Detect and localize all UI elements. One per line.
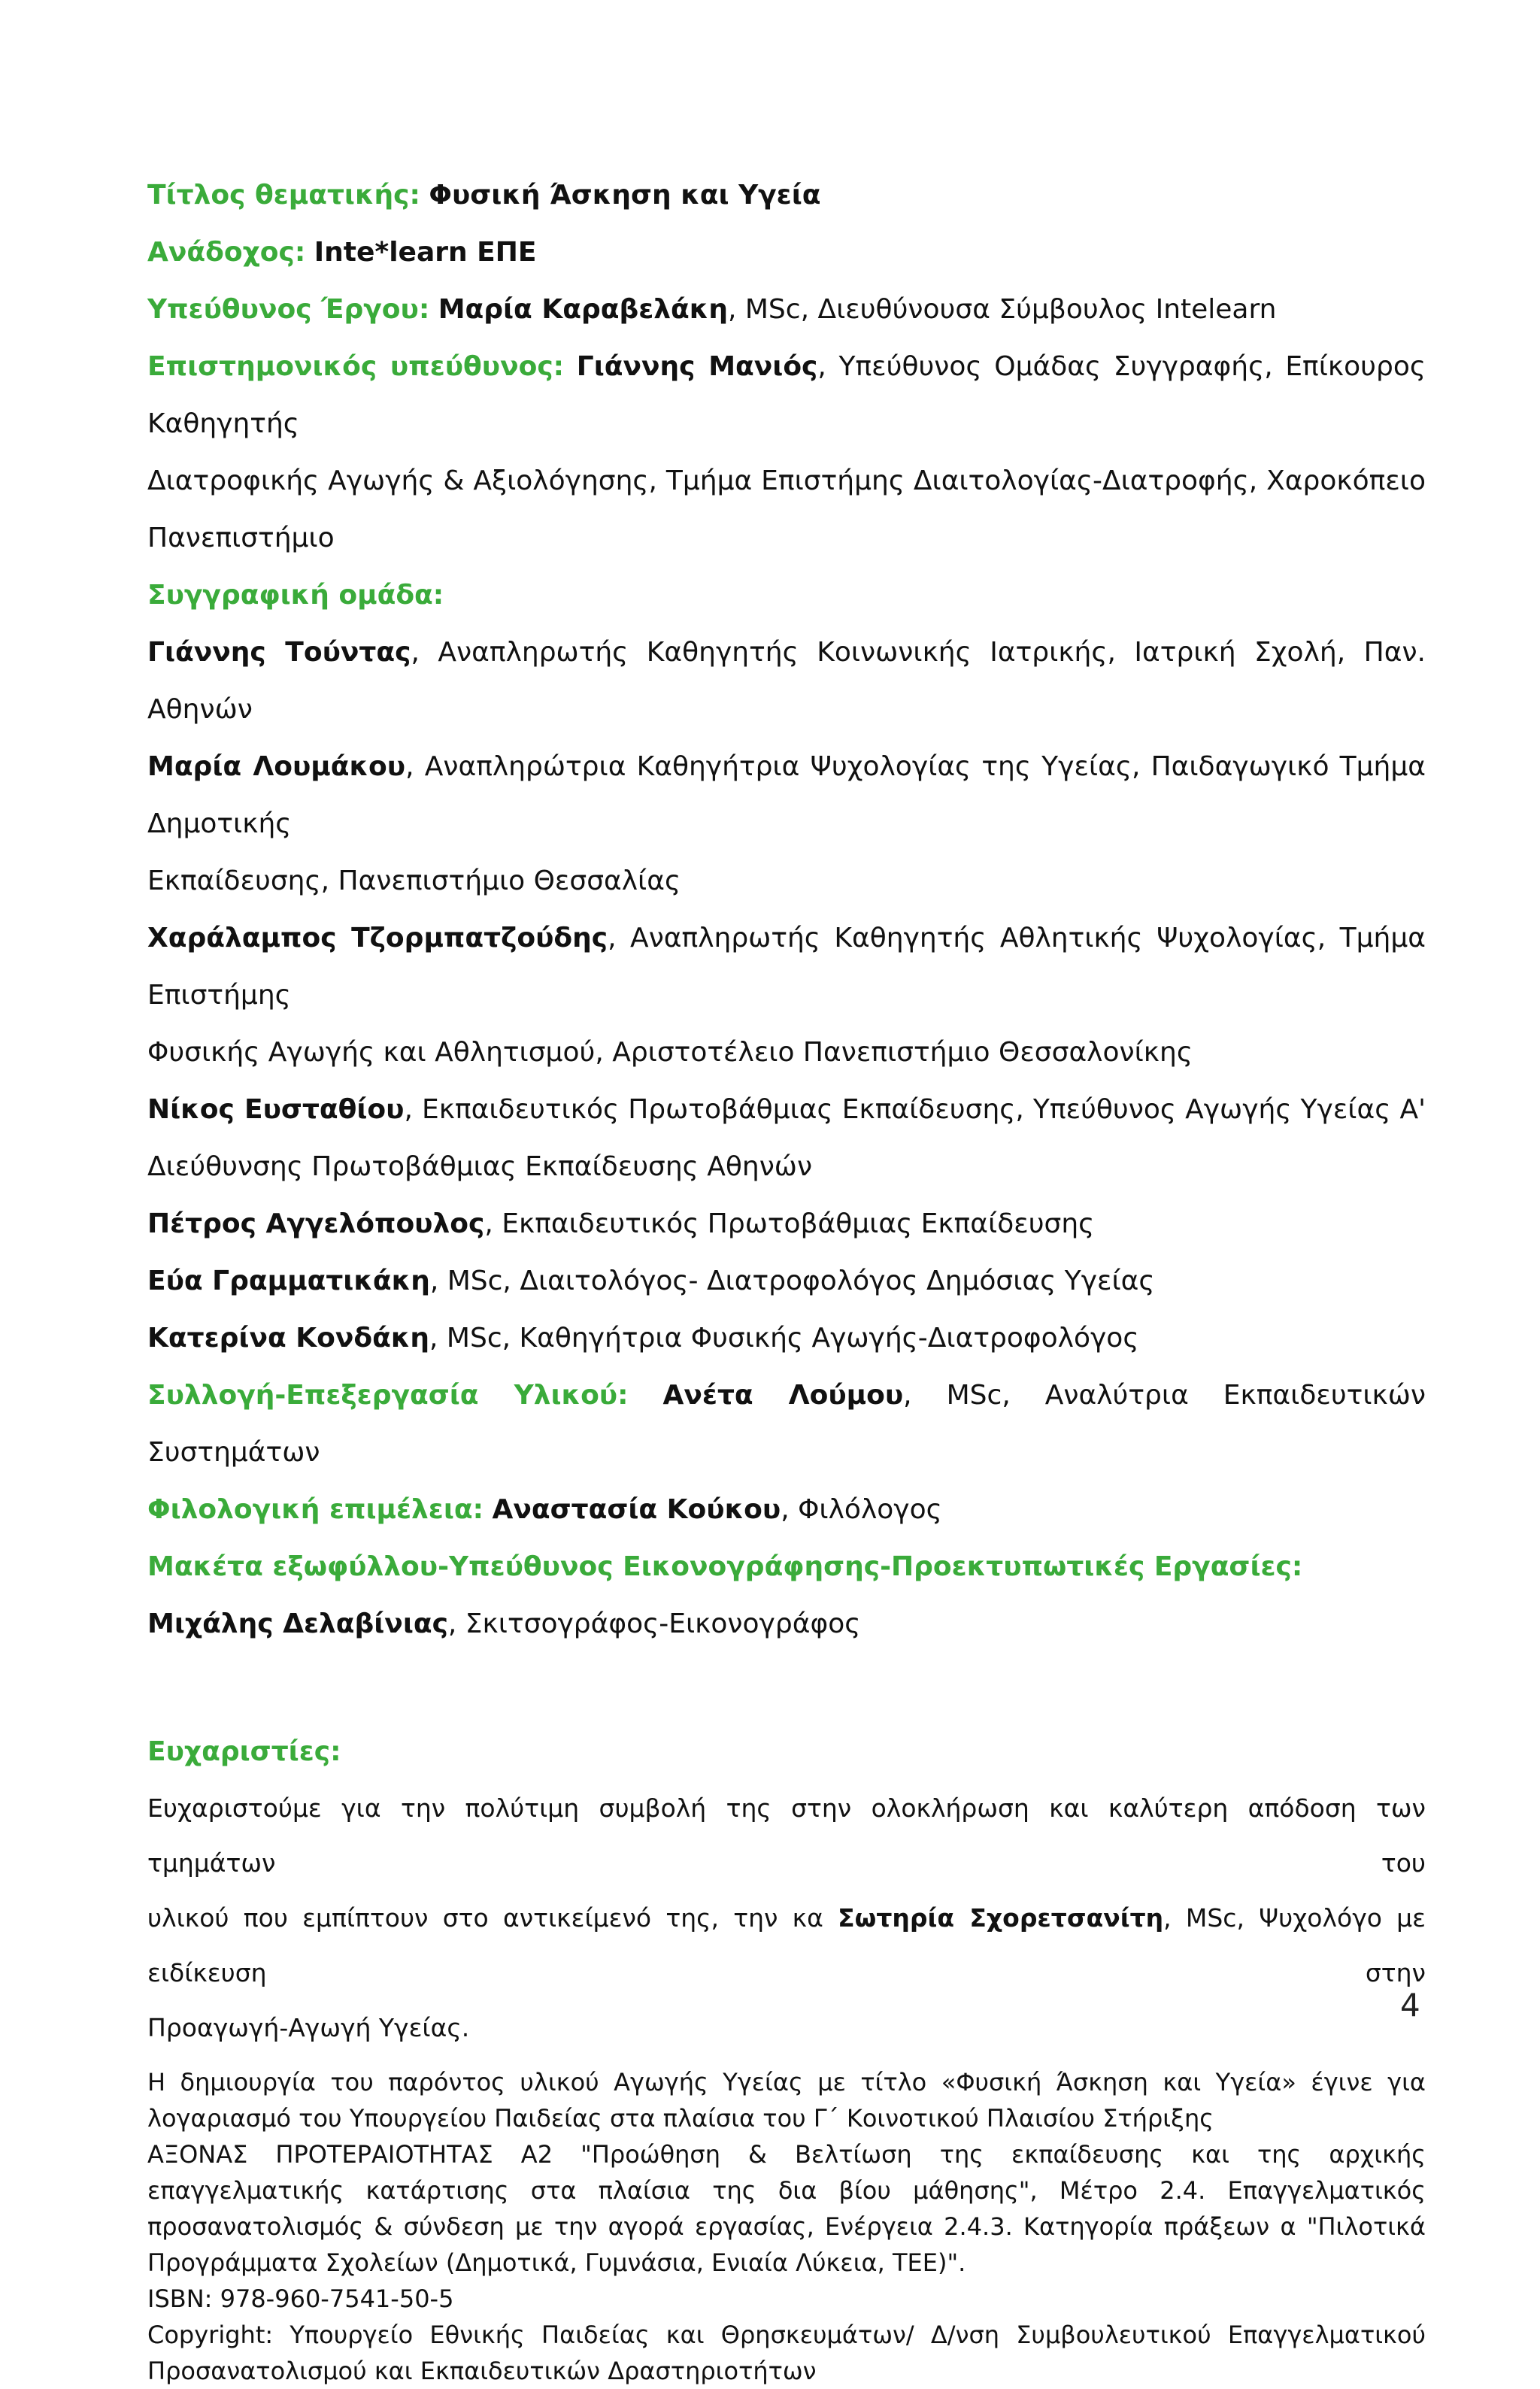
author-line [147, 738, 1426, 853]
thanks-line-1: Ευχαριστούμε για την πολύτιμη συμβολή της στην ολοκλήρωση και καλύτερη απόδοση των τμημάτων του [147, 1793, 1426, 1878]
proofreading-name: Αναστασία Κούκου [492, 1494, 781, 1525]
thanks-label: Ευχαριστίες: [147, 1736, 341, 1767]
proofreading-line [147, 1481, 1426, 1539]
thanks-text-cont: , MSc, Ψυχολόγο με ειδίκευση στην [147, 1903, 1426, 1987]
author-name: Κατερίνα Κονδάκη [147, 1323, 430, 1354]
thanks-line-3: Προαγωγή-Αγωγή Υγείας. [147, 2013, 470, 2042]
contractor-label: Ανάδοχος: [147, 237, 306, 268]
illustration-label: Μακέτα εξωφύλλου-Υπεύθυνος Εικονογράφησης-Προεκτυπωτικές Εργασίες: [147, 1551, 1303, 1582]
author-line [147, 1081, 1426, 1138]
author-name: Νίκος Ευσταθίου [147, 1094, 405, 1125]
writing-team-label: Συγγραφική ομάδα: [147, 580, 444, 611]
isbn: ISBN: 978-960-7541-50-5 [147, 2284, 454, 2313]
thanks-text: υλικού που εμπίπτουν στο αντικείμενό της, την κα [147, 1903, 838, 1933]
author-name: Γιάννης Τούντας [147, 637, 411, 668]
material-name: Ανέτα Λούμου [662, 1380, 904, 1411]
author-line [147, 1310, 1426, 1367]
author-affiliation: , Εκπαιδευτικός Πρωτοβάθμιας Εκπαίδευσης [484, 1208, 1095, 1239]
scientific-lead-label: Επιστημονικός υπεύθυνος: [147, 351, 565, 382]
scientific-lead-line-1 [147, 338, 1426, 453]
material-details: , MSc, Αναλύτρια Εκπαιδευτικών Συστημάτων [147, 1380, 1426, 1468]
thanks-person-name: Σωτηρία Σχορετσανίτη [838, 1903, 1164, 1933]
scientific-lead-name: Γιάννης Μανιός [576, 351, 818, 382]
project-manager-label: Υπεύθυνος Έργου: [147, 294, 430, 325]
contractor-line [147, 224, 1426, 281]
priority-axis-paragraph: ΑΞΟΝΑΣ ΠΡΟΤΕΡΑΙΟΤΗΤΑΣ Α2 "Προώθηση & Βελτίωση της εκπαίδευσης και της αρχικής επαγγελματικής κατάρτισης στα πλαίσια της δια βίου μάθησης", Μέτρο 2.4. Επαγγελματικός προσανατολισμός & σύνδεση με την αγορά εργασίας, Ενέργεια 2.4.3. Κατηγορία πράξεων α "Πιλοτικά Προγράμματα Σχολείων (Δημοτικά, Γυμνάσια, Ενιαία Λύκεια, ΤΕΕ)". [147, 2140, 1426, 2277]
author-line [147, 1253, 1426, 1310]
author-affiliation-cont: Φυσικής Αγωγής και Αθλητισμού, Αριστοτέλειο Πανεπιστήμιο Θεσσαλονίκης [147, 1037, 1193, 1068]
author-line [147, 624, 1426, 738]
illustration-line [147, 1596, 1426, 1653]
author-name: Μαρία Λουμάκου [147, 751, 406, 782]
project-manager-details: , MSc, Διευθύνουσα Σύμβουλος Intelearn [727, 294, 1277, 325]
author-affiliation: , MSc, Καθηγήτρια Φυσικής Αγωγής-Διατροφολόγος [429, 1323, 1139, 1354]
credits-section [147, 167, 1426, 2389]
funding-paragraph: Η δημιουργία του παρόντος υλικού Αγωγής Υγείας με τίτλο «Φυσική Άσκηση και Υγεία» έγινε για λογαριασμό του Υπουργείου Παιδείας στα πλαίσια του Γ΄ Κοινοτικού Πλαισίου Στήριξης [147, 2068, 1426, 2133]
proofreading-details: , Φιλόλογος [781, 1494, 942, 1525]
scientific-lead-line-3: Πανεπιστήμιο [147, 523, 335, 553]
funding-block [147, 2064, 1426, 2389]
page-number: 4 [1400, 1987, 1420, 2024]
thanks-heading [147, 1724, 1426, 1781]
author-affiliation: , Εκπαιδευτικός Πρωτοβάθμιας Εκπαίδευσης, Υπεύθυνος Αγωγής Υγείας Α' [404, 1094, 1426, 1125]
contractor-value: Inte*learn ΕΠΕ [314, 237, 537, 268]
theme-value: Φυσική Άσκηση και Υγεία [429, 180, 821, 211]
author-affiliation: , Αναπληρώτρια Καθηγήτρια Ψυχολογίας της Υγείας, Παιδαγωγικό Τμήμα Δημοτικής [147, 751, 1426, 839]
author-affiliation: , Αναπληρωτής Καθηγητής Κοινωνικής Ιατρικής, Ιατρική Σχολή, Παν. Αθηνών [147, 637, 1426, 725]
copyright: Copyright: Υπουργείο Εθνικής Παιδείας και Θρησκευμάτων/ Δ/νση Συμβουλευτικού Επαγγελματικού Προσανατολισμού και Εκπαιδευτικών Δραστηριοτήτων [147, 2321, 1426, 2385]
author-name: Εύα Γραμματικάκη [147, 1266, 430, 1296]
author-affiliation: , MSc, Διαιτολόγος- Διατροφολόγος Δημόσιας Υγείας [429, 1266, 1155, 1296]
author-affiliation-cont: Διεύθυνσης Πρωτοβάθμιας Εκπαίδευσης Αθηνών [147, 1151, 813, 1182]
scientific-lead-details-1: , Υπεύθυνος Ομάδας Συγγραφής, Επίκουρος Καθηγητής [147, 351, 1426, 439]
thanks-line-2 [147, 1890, 1426, 2000]
project-manager-name: Μαρία Καραβελάκη [438, 294, 728, 325]
material-line [147, 1367, 1426, 1481]
author-name: Πέτρος Αγγελόπουλος [147, 1208, 485, 1239]
scientific-lead-line-2: Διατροφικής Αγωγής & Αξιολόγησης, Τμήμα Επιστήμης Διαιτολογίας-Διατροφής, Χαροκόπειο [147, 465, 1426, 496]
author-name: Χαράλαμπος Τζορμπατζούδης [147, 923, 608, 953]
author-affiliation: , Αναπληρωτής Καθηγητής Αθλητικής Ψυχολογίας, Τμήμα Επιστήμης [147, 923, 1426, 1011]
illustration-name: Μιχάλης Δελαβίνιας [147, 1608, 448, 1639]
proofreading-label: Φιλολογική επιμέλεια: [147, 1494, 484, 1525]
theme-label: Τίτλος θεματικής: [147, 180, 420, 211]
theme-line [147, 167, 1426, 224]
illustration-details: , Σκιτσογράφος-Εικονογράφος [447, 1608, 861, 1639]
illustration-heading [147, 1539, 1426, 1596]
material-label: Συλλογή-Επεξεργασία Υλικού: [147, 1380, 629, 1411]
project-manager-line [147, 281, 1426, 338]
author-affiliation-cont: Εκπαίδευσης, Πανεπιστήμιο Θεσσαλίας [147, 866, 681, 896]
writing-team-heading [147, 567, 1426, 624]
author-line [147, 1196, 1426, 1253]
author-line [147, 910, 1426, 1024]
